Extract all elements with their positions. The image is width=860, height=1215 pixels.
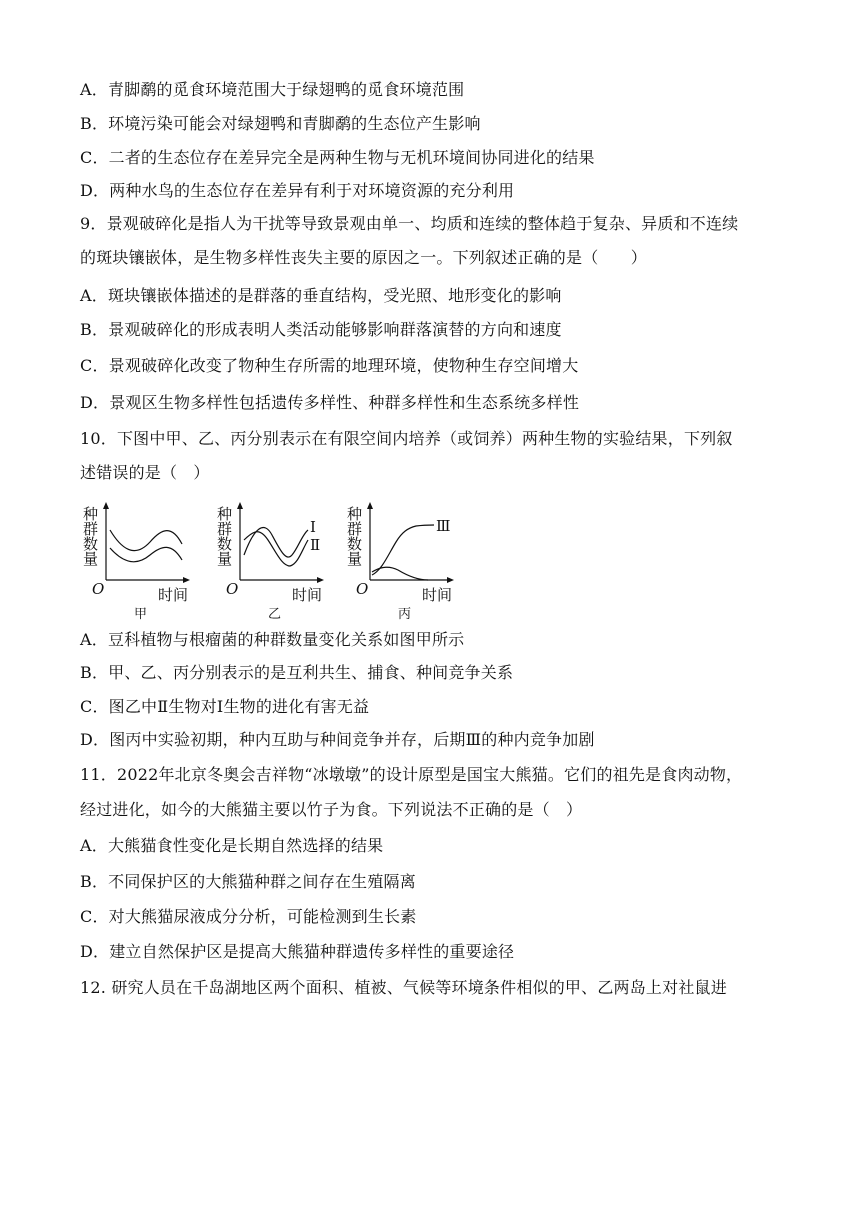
y-axis-label: 种群数量 — [215, 506, 233, 566]
figure-jia — [80, 500, 200, 620]
curve-upper — [110, 530, 182, 551]
curve-label-III: Ⅲ — [436, 517, 451, 535]
x-axis-arrow — [317, 577, 324, 583]
curve-label-I: Ⅰ — [310, 518, 316, 536]
figure-caption: 甲 — [134, 607, 148, 622]
y-axis-label: 种群数量 — [81, 506, 99, 566]
x-axis-label: 时间 — [292, 586, 323, 604]
figure-yi — [214, 500, 334, 620]
x-axis-label: 时间 — [158, 586, 189, 604]
y-axis-arrow — [103, 502, 109, 509]
origin-label: O — [226, 580, 239, 598]
population-figures — [80, 500, 460, 620]
curve-declining — [372, 567, 428, 580]
option-11a: A．大熊猫食性变化是长期自然选择的结果 — [80, 836, 384, 855]
question-11-line1: 11．2022年北京冬奥会吉祥物“冰墩墩”的设计原型是国宝大熊猫。它们的祖先是食肉动物， — [80, 765, 743, 784]
curve-lower — [110, 547, 182, 561]
option-10b: B．甲、乙、丙分别表示的是互利共生、捕食、种间竞争关系 — [80, 663, 514, 682]
option-11b: B．不同保护区的大熊猫种群之间存在生殖隔离 — [80, 872, 416, 891]
question-9-line1: 9．景观破碎化是指人为干扰等导致景观由单一、均质和连续的整体趋于复杂、异质和不连续 — [80, 214, 739, 233]
curve-II — [244, 532, 308, 566]
x-axis-label: 时间 — [422, 586, 453, 604]
option-8a: A．青脚鹬的觅食环境范围大于绿翅鸭的觅食环境范围 — [80, 80, 465, 99]
figure-bing-plot — [344, 500, 464, 590]
option-8c: C．二者的生态位存在差异完全是两种生物与无机环境间协同进化的结果 — [80, 148, 595, 167]
option-11d: D．建立自然保护区是提高大熊猫种群遗传多样性的重要途径 — [80, 942, 515, 961]
y-axis-arrow — [237, 502, 243, 509]
question-10-line1: 10．下图中甲、乙、丙分别表示在有限空间内培养（或饲养）两种生物的实验结果，下列叙 — [80, 429, 733, 448]
figure-caption: 乙 — [268, 607, 282, 622]
question-12-line1: 12. 研究人员在千岛湖地区两个面积、植被、气候等环境条件相似的甲、乙两岛上对社鼠进 — [80, 978, 727, 997]
option-9d: D．景观区生物多样性包括遗传多样性、种群多样性和生态系统多样性 — [80, 393, 580, 412]
y-axis-arrow — [367, 502, 373, 509]
option-10d: D．图丙中实验初期，种内互助与种间竞争并存，后期Ⅲ的种内竞争加剧 — [80, 730, 595, 749]
option-10c: C．图乙中Ⅱ生物对Ⅰ生物的进化有害无益 — [80, 697, 370, 716]
figure-caption: 丙 — [398, 607, 412, 622]
option-10a: A．豆科植物与根瘤菌的种群数量变化关系如图甲所示 — [80, 630, 465, 649]
option-11c: C．对大熊猫尿液成分分析，可能检测到生长素 — [80, 907, 417, 926]
origin-label: O — [92, 580, 105, 598]
x-axis-arrow — [183, 577, 190, 583]
option-8b: B．环境污染可能会对绿翅鸭和青脚鹬的生态位产生影响 — [80, 114, 481, 133]
option-9c: C．景观破碎化改变了物种生存所需的地理环境，使物种生存空间增大 — [80, 356, 579, 375]
option-9b: B．景观破碎化的形成表明人类活动能够影响群落演替的方向和速度 — [80, 320, 562, 339]
figure-jia-plot — [80, 500, 200, 590]
origin-label: O — [356, 580, 369, 598]
curve-label-II: Ⅱ — [310, 536, 321, 554]
option-8d: D．两种水鸟的生态位存在差异有利于对环境资源的充分利用 — [80, 181, 515, 200]
question-9-line2: 的斑块镶嵌体，是生物多样性丧失主要的原因之一。下列叙述正确的是（ ） — [80, 248, 648, 267]
figure-bing — [344, 500, 464, 620]
x-axis-arrow — [447, 577, 454, 583]
option-9a: A．斑块镶嵌体描述的是群落的垂直结构，受光照、地形变化的影响 — [80, 286, 562, 305]
question-10-line2: 述错误的是（ ） — [80, 463, 210, 482]
question-11-line2: 经过进化，如今的大熊猫主要以竹子为食。下列说法不正确的是（ ） — [80, 800, 583, 819]
y-axis-label: 种群数量 — [345, 506, 363, 566]
